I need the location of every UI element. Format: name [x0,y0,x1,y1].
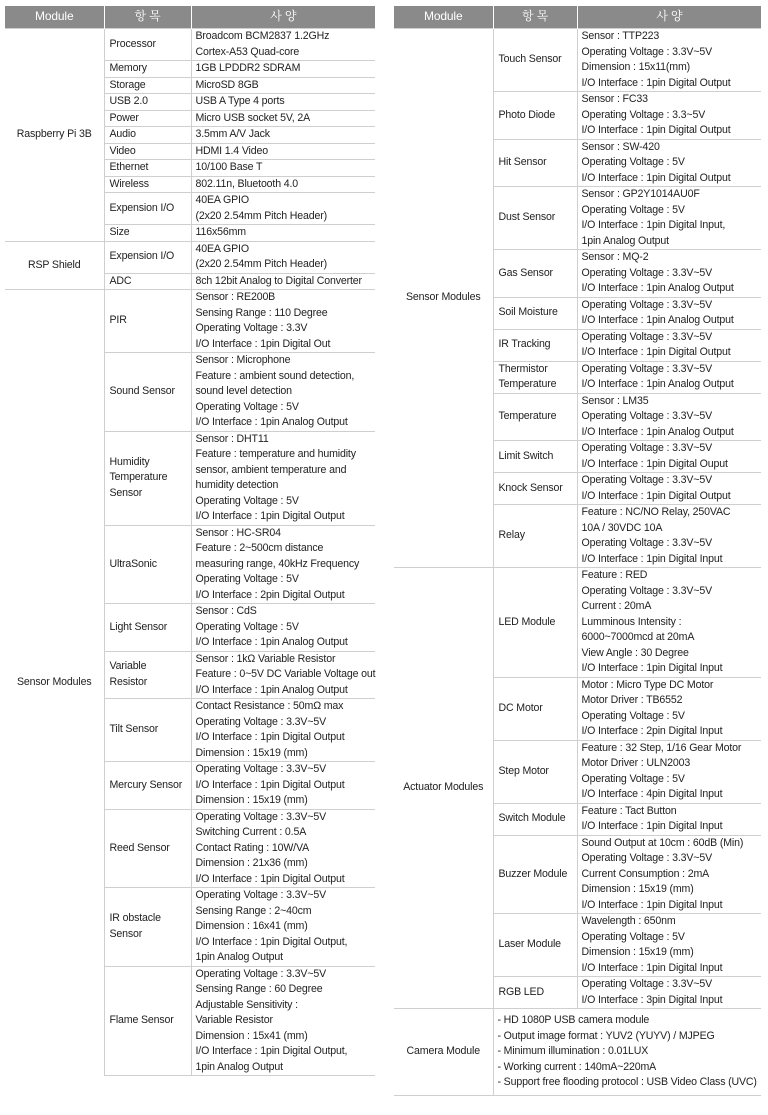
spec-line: I/O Interface : 1pin Analog Output [581,282,734,294]
spec-line: Feature : Tact Button [581,804,677,817]
spec-cell [577,505,761,568]
spec-line: 1pin Analog Output [581,234,669,247]
spec-cell [577,473,761,505]
header-row [394,6,761,29]
item-name: Expension I/O [104,193,191,225]
spec-line: Motor Driver : TB6552 [581,694,683,706]
spec-cell [577,441,761,473]
item-name: IR obstacle Sensor [104,888,191,967]
table-row [5,241,375,273]
table-body [5,29,375,1076]
item-name: UltraSonic [104,525,191,604]
spec-line: 40EA GPIO [195,194,249,206]
spec-cell [577,393,761,441]
spec-line: Feature : 2~500cm distance [195,542,324,554]
table-row [394,1009,761,1096]
spec-line: I/O Interface : 2pin Digital Input [581,725,723,737]
item-name: Limit Switch [493,441,577,473]
spec-cell [577,914,761,977]
spec-line: sound level detection [195,385,292,397]
spec-line: Operating Voltage : 3.3V~5V [581,266,713,279]
spec-line: Switching Current : 0.5A [195,826,307,838]
spec-line: I/O Interface : 1pin Digital Output [195,872,345,885]
header-spec: 사 양 [191,6,375,29]
spec-line: Dimension : 15x11(mm) [581,61,691,73]
spec-line: View Angle : 30 Degree [581,646,689,659]
spec-cell [191,193,375,225]
spec-line: Adjustable Sensitivity : [195,998,298,1011]
spec-cell [577,297,761,329]
spec-line: HDMI 1.4 Video [195,144,268,157]
spec-line: Dimension : 15x41 (mm) [195,1029,308,1042]
item-name: Wireless [104,176,191,193]
item-name: DC Motor [493,677,577,740]
item-name: Sound Sensor [104,353,191,432]
spec-cell [191,699,375,762]
spec-cell [577,92,761,140]
spec-line: I/O Interface : 1pin Digital Input [581,820,723,832]
spec-line: Operating Voltage : 5V [195,573,299,585]
spec-cell [577,568,761,678]
spec-line: I/O Interface : 1pin Digital Output [195,510,345,522]
spec-line: Operating Voltage : 5V [195,620,299,633]
spec-line: Operating Voltage : 5V [581,709,685,722]
spec-line: Dimension : 16x41 (mm) [195,920,308,932]
spec-line: I/O Interface : 1pin Digital Input [581,552,723,565]
spec-line: I/O Interface : 4pin Digital Input [581,788,723,800]
spec-cell [191,176,375,193]
spec-line: Operating Voltage : 3.3V~5V [195,763,327,775]
table-row [5,290,375,353]
spec-cell [191,127,375,144]
spec-line: Motor Driver : ULN2003 [581,757,691,769]
spec-line: measuring range, 40kHz Frequency [195,557,360,570]
spec-line: Cortex-A53 Quad-core [195,45,300,58]
spec-cell [191,160,375,177]
spec-cell [577,250,761,298]
spec-line: Contact Rating : 10W/VA [195,841,310,854]
spec-line: Sensing Range : 60 Degree [195,983,323,995]
spec-line: 6000~7000mcd at 20mA [581,631,695,643]
item-name: Variable Resistor [104,651,191,699]
item-name: Touch Sensor [493,29,577,92]
spec-line: Dimension : 15x19 (mm) [581,883,694,895]
spec-line: Operating Voltage : 3.3V~5V [581,537,713,549]
spec-line: 8ch 12bit Analog to Digital Converter [195,274,362,287]
header-item: 항 목 [493,6,577,29]
spec-line: Current Consumption : 2mA [581,867,710,880]
spec-cell [191,273,375,290]
spec-line: I/O Interface : 1pin Digital Out [195,337,331,350]
spec-line: Operating Voltage : 3.3V~5V [195,715,327,728]
spec-line: 116x56mm [195,226,246,238]
spec-line: Feature : 0~5V DC Variable Voltage out [195,668,376,680]
spec-line: Operating Voltage : 3.3V~5V [581,362,713,375]
spec-cell [577,361,761,393]
item-name: Laser Module [493,914,577,977]
header-spec: 사 양 [577,6,761,29]
item-name: USB 2.0 [104,94,191,111]
spec-line: I/O Interface : 1pin Analog Output [581,378,734,390]
spec-line: Sensor : SW-420 [581,140,660,153]
item-name: Mercury Sensor [104,762,191,810]
item-name: Light Sensor [104,604,191,652]
module-name: Raspberry Pi 3B [5,29,104,242]
item-name: Switch Module [493,803,577,835]
spec-line: Operating Voltage : 3.3V~5V [195,810,327,823]
spec-line: Operating Voltage : 5V [581,203,685,216]
table-row [394,29,761,92]
item-name: Power [104,110,191,127]
spec-line: Operating Voltage : 5V [581,930,685,943]
item-name: Audio [104,127,191,144]
item-name: Size [104,225,191,242]
spec-line: Sensor : Microphone [195,354,291,366]
spec-line: I/O Interface : 1pin Digital Output [195,731,345,743]
spec-line: I/O Interface : 1pin Analog Output [581,314,734,326]
spec-cell [191,966,375,1076]
spec-line: I/O Interface : 3pin Digital Input [581,993,723,1006]
item-name: Dust Sensor [493,187,577,250]
module-name: Actuator Modules [394,568,493,1009]
spec-line: Sensor : FC33 [581,93,648,105]
spec-line: Operating Voltage : 3.3V~5V [581,978,713,990]
item-name: Temperature [493,393,577,441]
item-name: Processor [104,29,191,61]
spec-line: 3.5mm A/V Jack [195,128,270,140]
spec-line: Contact Resistance : 50mΩ max [195,700,344,712]
spec-line: I/O Interface : 1pin Digital Output [581,489,731,502]
spec-line: Operating Voltage : 3.3V~5V [581,852,713,864]
spec-line: Operating Voltage : 3.3V~5V [581,410,713,422]
spec-line: Dimension : 15x19 (mm) [195,746,308,759]
header-row [5,6,375,29]
spec-line: Sensing Range : 2~40cm [195,904,312,917]
spec-line: Dimension : 15x19 (mm) [581,946,694,958]
spec-line: Sound Output at 10cm : 60dB (Min) [581,836,744,849]
module-name: Sensor Modules [394,29,493,568]
item-name: Photo Diode [493,92,577,140]
spec-cell [577,803,761,835]
spec-cell [191,29,375,61]
spec-line: Operating Voltage : 5V [581,156,685,168]
spec-table-right [394,6,761,1096]
spec-line: Feature : ambient sound detection, [195,369,355,382]
table-row [394,568,761,678]
spec-cell [191,77,375,94]
spec-line: I/O Interface : 1pin Digital Input [581,662,723,674]
module-name: Camera Module [394,1009,493,1096]
spec-cell [577,740,761,803]
spec-line: Wavelength : 650nm [581,915,676,927]
item-name: Tilt Sensor [104,699,191,762]
spec-line: I/O Interface : 2pin Digital Output [195,588,345,601]
spec-line: Operating Voltage : 5V [581,772,685,785]
spec-cell [191,241,375,273]
spec-cell [577,329,761,361]
spec-line: Operating Voltage : 3.3V~5V [581,330,713,343]
spec-line: I/O Interface : 1pin Digital Input [581,961,723,974]
spec-line: Variable Resistor [195,1014,273,1026]
spec-line: I/O Interface : 1pin Digital Output [581,346,731,358]
spec-line: I/O Interface : 1pin Analog Output [195,683,348,696]
spec-line: Operating Voltage : 3.3V~5V [581,474,713,486]
spec-line: humidity detection [195,479,279,491]
spec-line: - HD 1080P USB camera module [497,1014,650,1026]
spec-line: I/O Interface : 1pin Analog Output [195,636,348,648]
spec-line: I/O Interface : 1pin Digital Output, [195,935,348,948]
spec-line: I/O Interface : 1pin Digital Ouput [581,457,728,470]
spec-line: I/O Interface : 1pin Analog Output [581,425,734,438]
spec-line: Feature : RED [581,569,648,581]
spec-line: Motor : Micro Type DC Motor [581,678,714,691]
spec-cell [577,835,761,914]
item-name: IR Tracking [493,329,577,361]
item-name: Knock Sensor [493,473,577,505]
module-name: RSP Shield [5,241,104,290]
spec-line: 802.11n, Bluetooth 4.0 [195,177,299,190]
spec-line: I/O Interface : 1pin Digital Output [581,124,731,136]
spec-line: Operating Voltage : 3.3V~5V [581,45,713,58]
item-name: ADC [104,273,191,290]
item-name: PIR [104,290,191,353]
item-name: Flame Sensor [104,966,191,1076]
spec-line: - Output image format : YUV2 (YUYV) / MJPEG [497,1029,715,1042]
spec-line: I/O Interface : 1pin Digital Input, [581,219,726,231]
item-name: Step Motor [493,740,577,803]
item-name: Memory [104,61,191,78]
spec-line: 1GB LPDDR2 SDRAM [195,62,301,74]
header-module: Module [5,6,104,29]
spec-cell [577,977,761,1009]
spec-line: I/O Interface : 1pin Analog Output [195,416,348,428]
spec-line: Sensor : 1kΩ Variable Resistor [195,652,336,665]
header-module: Module [394,6,493,29]
spec-line: - Minimum illumination : 0.01LUX [497,1045,649,1057]
spec-line: Sensor : DHT11 [195,432,269,445]
item-name: Buzzer Module [493,835,577,914]
spec-line: I/O Interface : 1pin Digital Output, [195,1045,348,1057]
module-name: Sensor Modules [5,290,104,1076]
spec-cell [191,225,375,242]
spec-line: MicroSD 8GB [195,78,259,91]
item-name: Storage [104,77,191,94]
spec-line: Sensor : RE200B [195,291,276,303]
spec-cell [191,290,375,353]
spec-cell [577,139,761,187]
item-name: RGB LED [493,977,577,1009]
spec-cell [577,677,761,740]
spec-cell [191,651,375,699]
spec-line: USB A Type 4 ports [195,95,285,107]
spec-cell [191,604,375,652]
spec-line: Micro USB socket 5V, 2A [195,111,311,124]
spec-line: Feature : 32 Step, 1/16 Gear Motor [581,741,742,754]
spec-cell [191,431,375,525]
spec-line: 40EA GPIO [195,242,249,255]
spec-line: Current : 20mA [581,600,652,612]
spec-line: 10A / 30VDC 10A [581,521,663,534]
spec-cell [577,187,761,250]
item-name: Thermistor Temperature [493,361,577,393]
spec-line: Operating Voltage : 3.3V~5V [195,889,327,901]
spec-line: Broadcom BCM2837 1.2GHz [195,30,330,42]
spec-line: I/O Interface : 1pin Digital Input [581,898,723,911]
spec-line: I/O Interface : 1pin Digital Output [581,76,731,89]
spec-line: Sensor : HC-SR04 [195,526,281,539]
spec-line: - Working current : 140mA~220mA [497,1060,657,1073]
spec-line: Operating Voltage : 3.3V~5V [581,298,713,311]
spec-cell [493,1009,761,1096]
spec-cell [191,888,375,967]
table-body [394,29,761,1096]
spec-line: Sensor : GP2Y1014AU0F [581,188,700,200]
spec-line: Operating Voltage : 3.3V~5V [195,967,327,980]
spec-line: - Support free flooding protocol : USB Video Class (UVC) [497,1076,757,1088]
spec-line: Sensor : CdS [195,605,257,617]
spec-cell [191,94,375,111]
spec-line: Operating Voltage : 3.3~5V [581,108,706,121]
spec-line: 10/100 Base T [195,161,263,173]
spec-line: Lumminous Intensity : [581,615,682,628]
spec-line: I/O Interface : 1pin Digital Output [581,171,731,184]
spec-line: Operating Voltage : 3.3V~5V [581,442,713,454]
spec-line: Dimension : 15x19 (mm) [195,794,308,806]
item-name: Humidity Temperature Sensor [104,431,191,525]
table-row [5,29,375,61]
item-name: Gas Sensor [493,250,577,298]
spec-line: (2x20 2.54mm Pitch Header) [195,209,328,222]
item-name: Ethernet [104,160,191,177]
item-name: Reed Sensor [104,809,191,888]
spec-cell [191,61,375,78]
spec-line: Operating Voltage : 3.3V~5V [581,584,713,597]
spec-cell [191,110,375,127]
spec-line: Sensor : TTP223 [581,30,660,42]
item-name: Soil Moisture [493,297,577,329]
spec-line: Sensor : MQ-2 [581,251,649,263]
spec-line: Dimension : 21x36 (mm) [195,857,308,869]
spec-line: 1pin Analog Output [195,1060,283,1073]
spec-cell [191,353,375,432]
item-name: Expension I/O [104,241,191,273]
spec-line: Feature : temperature and humidity [195,448,356,460]
spec-line: Feature : NC/NO Relay, 250VAC [581,506,731,518]
spec-line: Sensor : LM35 [581,394,649,407]
item-name: Video [104,143,191,160]
spec-cell [191,143,375,160]
spec-line: Sensing Range : 110 Degree [195,306,328,319]
spec-cell [577,29,761,92]
spec-line: I/O Interface : 1pin Digital Output [195,778,345,791]
item-name: LED Module [493,568,577,678]
spec-cell [191,809,375,888]
spec-line: Operating Voltage : 5V [195,494,299,507]
spec-cell [191,525,375,604]
spec-cell [191,762,375,810]
item-name: Hit Sensor [493,139,577,187]
spec-line: sensor, ambient temperature and [195,463,347,476]
spec-line: (2x20 2.54mm Pitch Header) [195,258,328,270]
spec-line: Operating Voltage : 3.3V [195,322,308,334]
spec-line: 1pin Analog Output [195,951,283,963]
spec-table-left [5,6,375,1076]
header-item: 항 목 [104,6,191,29]
item-name: Relay [493,505,577,568]
spec-line: Operating Voltage : 5V [195,400,299,413]
